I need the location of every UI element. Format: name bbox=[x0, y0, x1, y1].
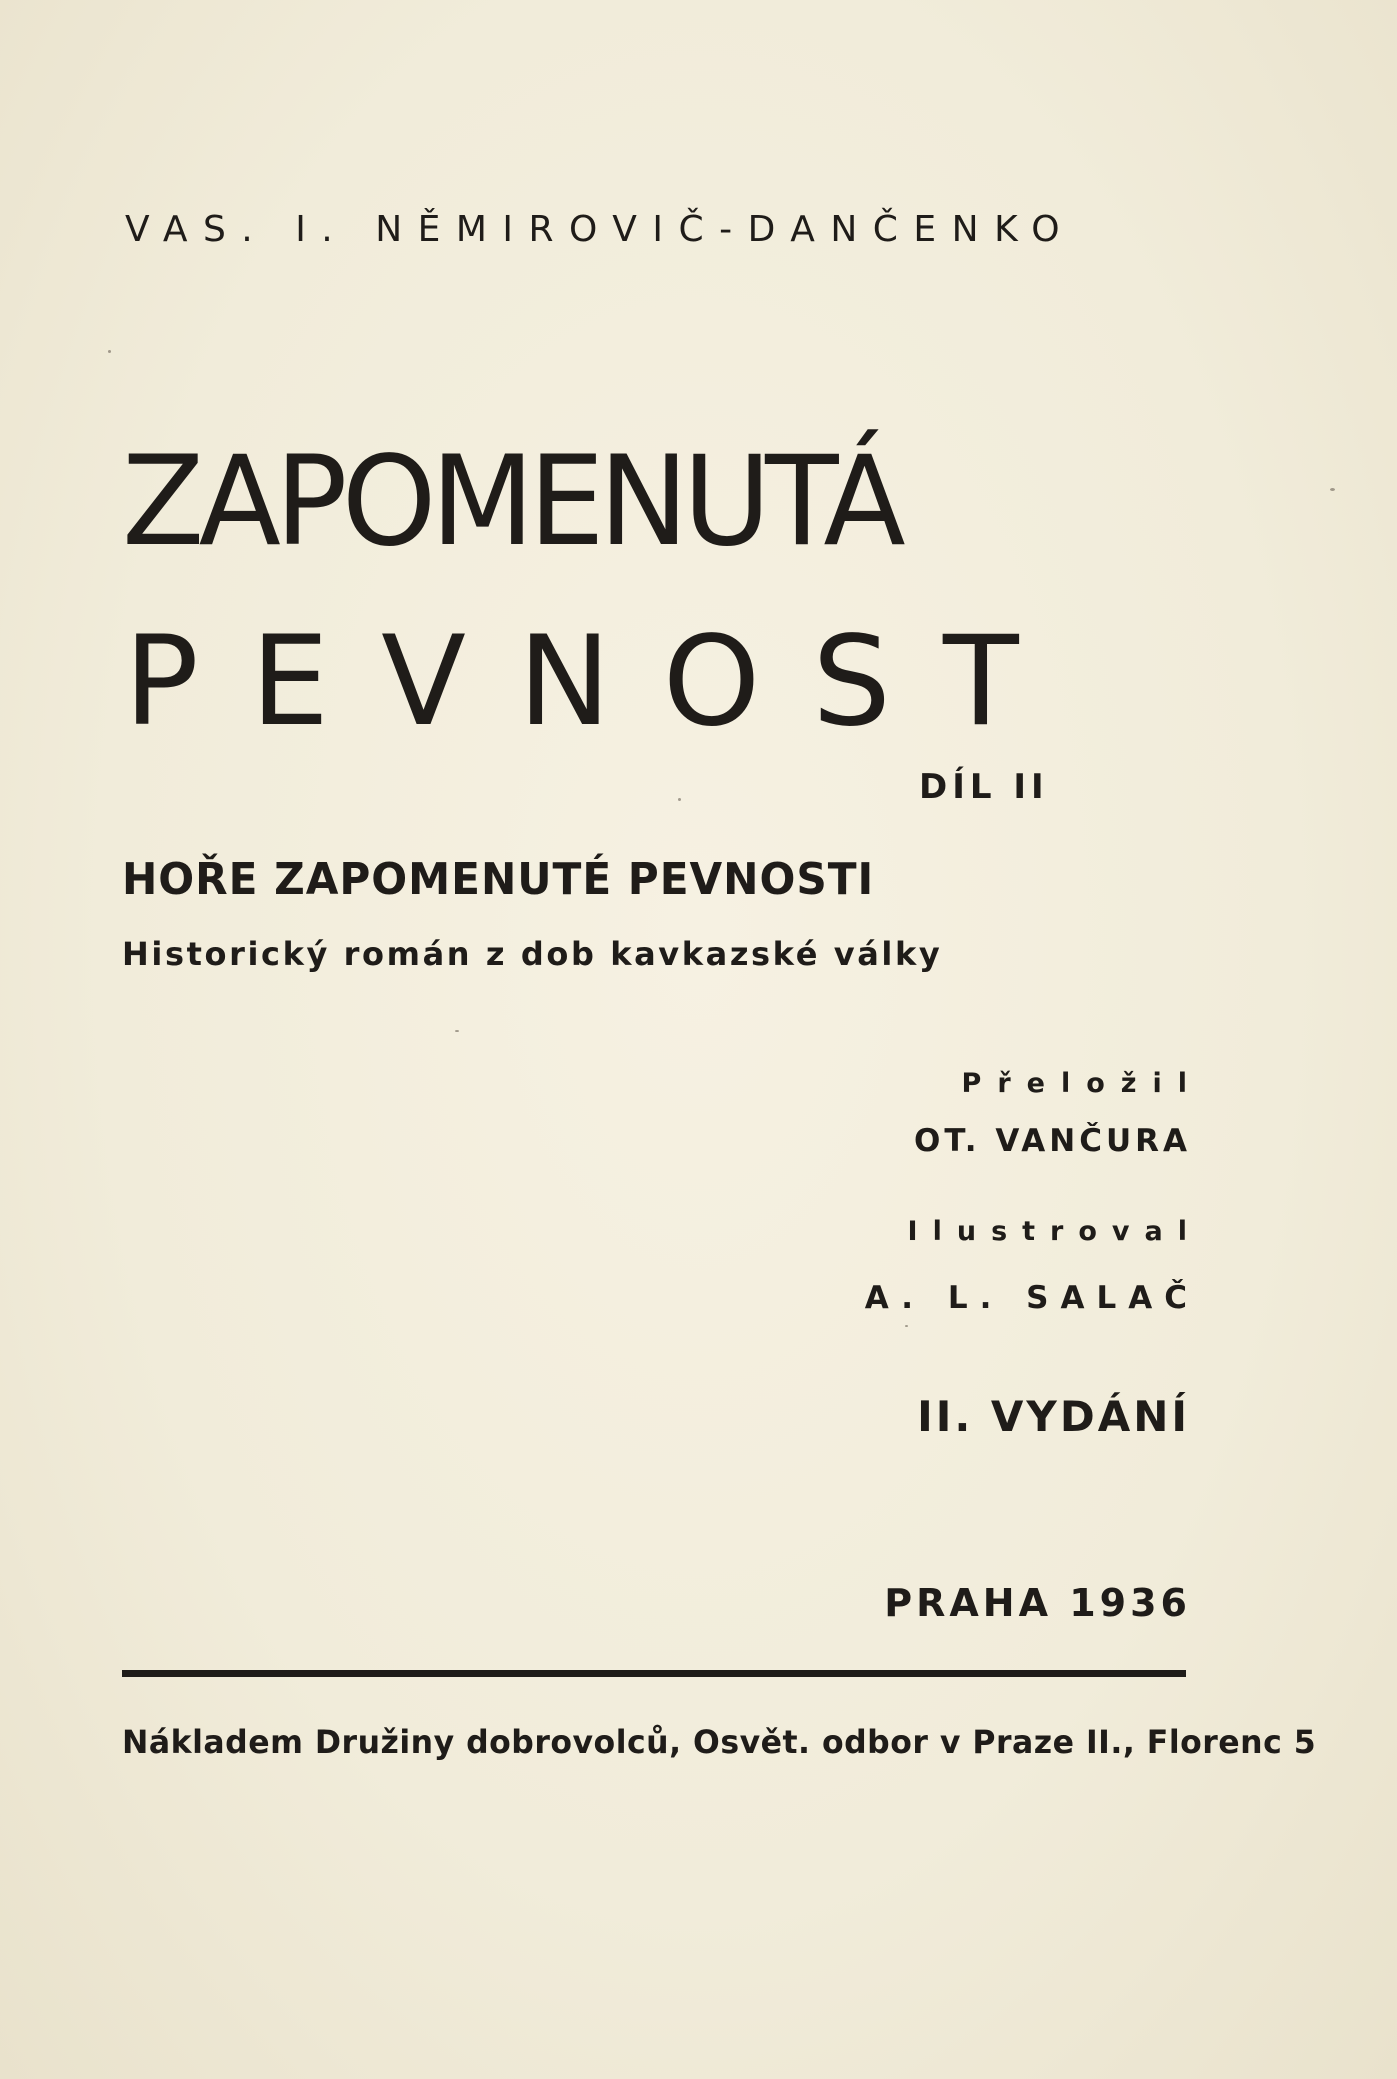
translator-name: OT. VANČURA bbox=[914, 1123, 1191, 1159]
illustrated-by-label: Ilustroval bbox=[907, 1216, 1202, 1247]
paper-speck bbox=[905, 1325, 908, 1327]
author-name: VAS. I. NĚMIROVIČ-DANČENKO bbox=[125, 209, 1076, 250]
paper-speck bbox=[108, 350, 111, 353]
illustrator-name: A. L. SALAČ bbox=[864, 1280, 1199, 1316]
book-title-line-1: ZAPOMENUTÁ bbox=[122, 430, 900, 574]
divider-rule bbox=[122, 1670, 1186, 1677]
place-and-year: PRAHA 1936 bbox=[884, 1581, 1191, 1625]
translated-by-label: Přeložil bbox=[961, 1068, 1203, 1099]
book-subtitle: HOŘE ZAPOMENUTÉ PEVNOSTI bbox=[122, 854, 875, 905]
publisher-line: Nákladem Družiny dobrovolců, Osvět. odbor v Praze II., Florenc 5 bbox=[122, 1723, 1317, 1761]
genre-description: Historický román z dob kavkazské války bbox=[122, 935, 943, 973]
paper-speck bbox=[455, 1030, 459, 1032]
paper-speck bbox=[678, 798, 681, 801]
part-number: DÍL II bbox=[919, 767, 1049, 807]
paper-speck bbox=[1330, 488, 1335, 491]
edition-label: II. VYDÁNÍ bbox=[917, 1392, 1190, 1441]
book-title-line-2: PEVNOST bbox=[124, 610, 1071, 754]
